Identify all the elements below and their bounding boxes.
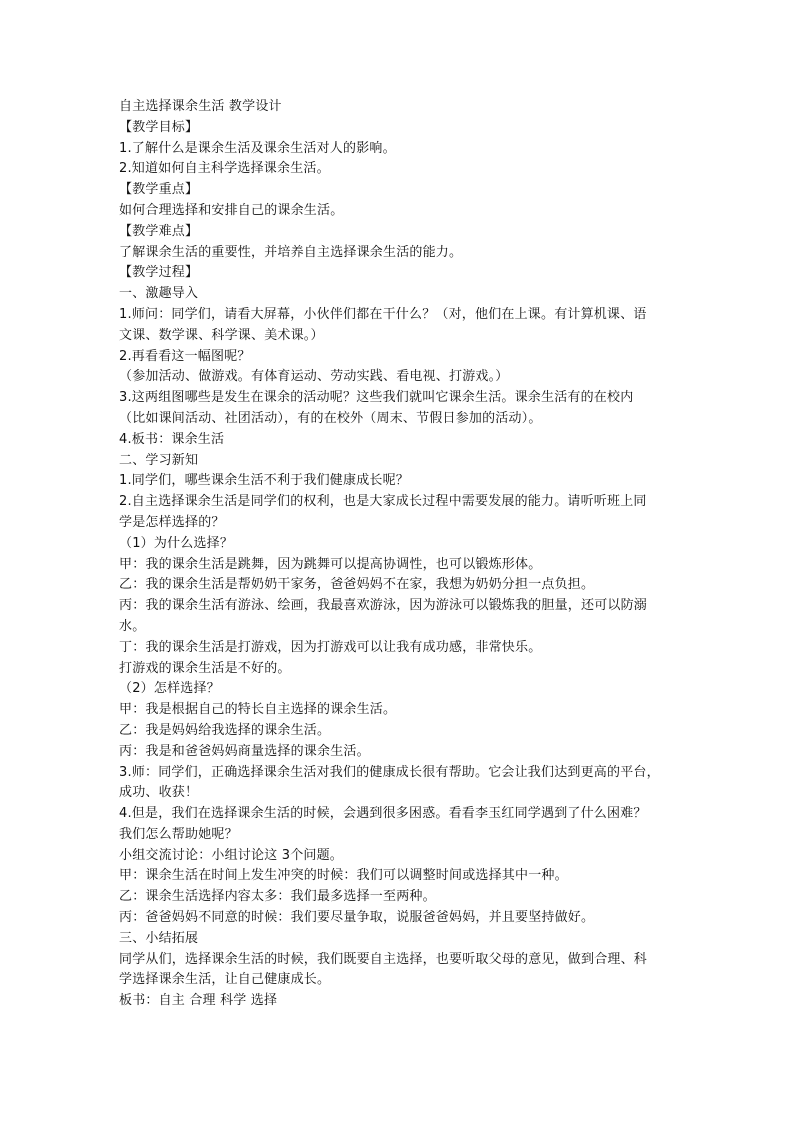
section-heading-process: 【教学过程】 <box>119 265 199 281</box>
paragraph-line: 打游戏的课余生活是不好的。 <box>119 660 291 676</box>
paragraph-line: 乙：我是妈妈给我选择的课余生活。 <box>119 722 331 738</box>
paragraph-line: 丙：我是和爸爸妈妈商量选择的课余生活。 <box>119 743 370 759</box>
section-heading-key-points: 【教学重点】 <box>119 182 199 198</box>
objective-1: 1.了解什么是课余生活及课余生活对人的影响。 <box>119 140 396 156</box>
section-heading-difficulties: 【教学难点】 <box>119 223 199 239</box>
paragraph-line: 乙：课余生活选择内容太多：我们最多选择一至两种。 <box>119 889 436 905</box>
paragraph-line: 甲：课余生活在时间上发生冲突的时候：我们可以调整时间或选择其中一种。 <box>119 868 568 884</box>
difficulty: 了解课余生活的重要性，并培养自主选择课余生活的能力。 <box>119 244 463 260</box>
paragraph-line: 4.板书：课余生活 <box>119 431 225 447</box>
paragraph-line: 3.这两组图哪些是发生在课余的活动呢？这些我们就叫它课余生活。课余生活有的在校内 <box>119 390 634 406</box>
paragraph-line: 成功、收获！ <box>119 785 199 801</box>
key-point: 如何合理选择和安排自己的课余生活。 <box>119 202 344 218</box>
subsection-heading: （1）为什么选择？ <box>119 535 234 551</box>
paragraph-line: 2.自主选择课余生活是同学们的权利，也是大家成长过程中需要发展的能力。请听听班上同 <box>119 494 647 510</box>
paragraph-line: （参加活动、做游戏。有体育运动、劳动实践、看电视、打游戏。） <box>119 369 509 385</box>
paragraph-line: 3.师：同学们，正确选择课余生活对我们的健康成长很有帮助。它会让我们达到更高的平台， <box>119 764 660 780</box>
board-writing: 板书：自主 合理 科学 选择 <box>119 993 278 1009</box>
paragraph-line: 1.师问：同学们，请看大屏幕，小伙伴们都在干什么？（对，他们在上课。有计算机课、语 <box>119 306 647 322</box>
objective-2: 2.知道如何自主科学选择课余生活。 <box>119 161 330 177</box>
paragraph-line: 1.同学们，哪些课余生活不利于我们健康成长呢？ <box>119 473 410 489</box>
subsection-heading: （2）怎样选择？ <box>119 681 220 697</box>
paragraph-line: 文课、数学课、科学课、美术课。） <box>119 327 324 343</box>
paragraph-line: 4.但是，我们在选择课余生活的时候，会遇到很多困惑。看看李玉红同学遇到了什么困难？ <box>119 806 647 822</box>
paragraph-line: 甲：我是根据自己的特长自主选择的课余生活。 <box>119 702 397 718</box>
paragraph-line: （比如课间活动、社团活动），有的在校外（周末、节假日参加的活动）。 <box>119 410 542 426</box>
section-heading-objectives: 【教学目标】 <box>119 119 199 135</box>
paragraph-line: 2.再看看这一幅图呢？ <box>119 348 251 364</box>
paragraph-line: 丙：我的课余生活有游泳、绘画，我最喜欢游泳，因为游泳可以锻炼我的胆量，还可以防溺 <box>119 598 648 614</box>
paragraph-line: 我们怎么帮助她呢？ <box>119 826 238 842</box>
paragraph-line: 丁：我的课余生活是打游戏，因为打游戏可以让我有成功感，非常快乐。 <box>119 639 542 655</box>
paragraph-line: 学是怎样选择的？ <box>119 514 225 530</box>
paragraph-line: 小组交流讨论：小组讨论这 3个问题。 <box>119 847 344 863</box>
paragraph-line: 同学从们，选择课余生活的时候，我们既要自主选择，也要听取父母的意见，做到合理、科 <box>119 951 648 967</box>
doc-title: 自主选择课余生活 教学设计 <box>119 99 282 114</box>
part-2-heading: 二、学习新知 <box>119 452 199 468</box>
paragraph-line: 甲：我的课余生活是跳舞，因为跳舞可以提高协调性，也可以锻炼形体。 <box>119 556 542 572</box>
paragraph-line: 乙：我的课余生活是帮奶奶干家务，爸爸妈妈不在家，我想为奶奶分担一点负担。 <box>119 577 595 593</box>
part-1-heading: 一、激趣导入 <box>119 286 199 302</box>
paragraph-line: 水。 <box>119 618 146 634</box>
paragraph-line: 丙：爸爸妈妈不同意的时候：我们要尽量争取，说服爸爸妈妈，并且要坚持做好。 <box>119 910 595 926</box>
document-body <box>119 97 689 1012</box>
paragraph-line: 学选择课余生活，让自己健康成长。 <box>119 972 331 988</box>
part-3-heading: 三、小结拓展 <box>119 930 199 946</box>
